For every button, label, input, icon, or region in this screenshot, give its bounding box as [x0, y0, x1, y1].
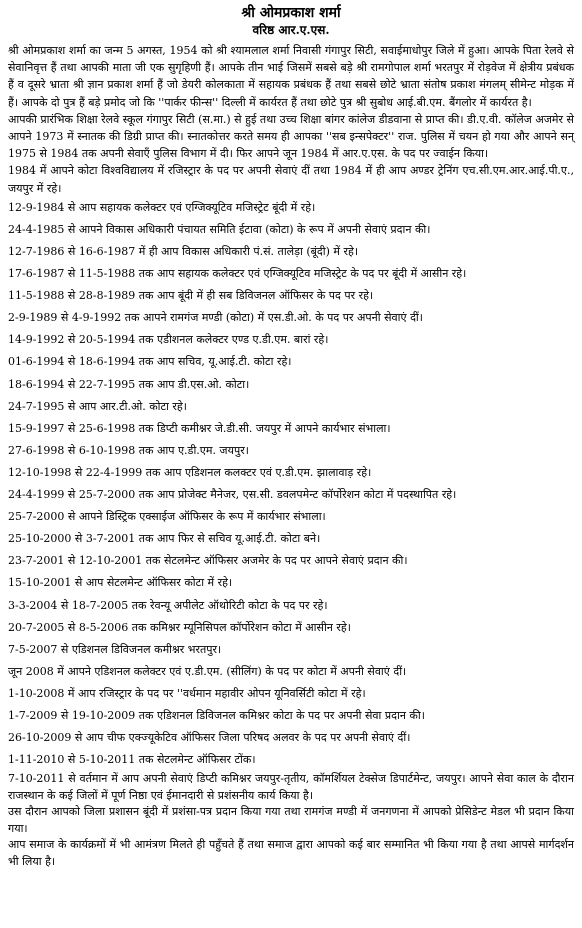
career-entry: 18-6-1994 से 22-7-1995 तक आप डी.एस.ओ. कोटा। — [8, 377, 250, 391]
intro-paragraph-education: आपकी प्रारंभिक शिक्षा रेलवे स्कूल गंगापुर सिटी (स.मा.) से हुई तथा उच्च शिक्षा बांगर कांलेज डीडवाना से प्राप्त की। डी.ए.वी. कॉलेज अजमेर से आपने 1973 में स्नातक की डिग्री प्राप्त की। स्नातकोत्तर करते समय ही आपका ''सब इन्सपेक्टर'' राज. पुलिस में चयन हो गया और आपने सन् 1975 से 1984 तक अपनी सेवाएँ पुलिस विभाग में दी। फिर आपने जून 1984 में आर.ए.एस. के पद पर ज्वाईन किया। — [8, 112, 574, 161]
document-title: श्री ओमप्रकाश शर्मा — [241, 5, 341, 21]
career-entry: 1-10-2008 में आप रजिस्ट्रार के पद पर ''वर्धमान महावीर ओपन यूनिवर्सिटी कोटा में रहे। — [8, 686, 366, 700]
career-entry: 24-4-1999 से 25-7-2000 तक आप प्रोजेक्ट मैनेजर, एस.सी. डवलपमेन्ट कॉर्पोरेशन कोटा में पदस्थापित रहे। — [8, 488, 457, 502]
career-entry: 25-7-2000 से आपने डिस्ट्रिक एक्साईज ऑफिसर के रूप में कार्यभार संभाला। — [8, 510, 326, 524]
intro-paragraph-registrar: 1984 में आपने कोटा विश्वविद्यालय में रजिस्ट्रार के पद पर अपनी सेवाएं दीं तथा 1984 में ही आप अण्डर ट्रेनिंग एच.सी.एम.आर.आई.पी.ए., जयपुर में रहे। — [8, 164, 574, 195]
career-entry: 20-7-2005 से 8-5-2006 तक कमिश्नर म्यूनिसिपल कॉर्पोरेशन कोटा में आसीन रहे। — [8, 620, 351, 634]
career-entry: 01-6-1994 से 18-6-1994 तक आप सचिव, यू.आई.टी. कोटा रहे। — [8, 355, 292, 369]
career-entry: 12-9-1984 से आप सहायक कलेक्टर एवं एग्जिक्यूटिव मजिस्ट्रेट बूंदी में रहे। — [8, 200, 316, 214]
career-entry: 14-9-1992 से 20-5-1994 तक एडीशनल कलेक्टर एण्ड ए.डी.एम. बारां रहे। — [8, 333, 329, 347]
career-entry: 24-4-1985 से आपने विकास अधिकारी पंचायत समिति ईटावा (कोटा) के रूप में अपनी सेवाएं प्रदान की। — [8, 222, 431, 236]
closing-paragraph-current-post: 7-10-2011 से वर्तमान में आप अपनी सेवाएं डिप्टी कमिश्नर जयपुर-तृतीय, कॉमर्शियल टेक्सेज डिपार्टमेन्ट, जयपुर। आपने सेवा काल के दौरान राजस्थान के कई जिलों में पूर्ण निष्ठा एवं ईमानदारी से प्रशंसनीय कार्य किया है। — [8, 772, 574, 802]
career-entry: 24-7-1995 से आप आर.टी.ओ. कोटा रहे। — [8, 399, 187, 413]
career-list — [8, 197, 574, 771]
document-subtitle: वरिष्ठ आर.ए.एस. — [252, 23, 330, 37]
career-entry: 2-9-1989 से 4-9-1992 तक आपने रामगंज मण्डी (कोटा) में एस.डी.ओ. के पद पर अपनी सेवाएं दीं। — [8, 311, 423, 325]
closing-section — [8, 771, 574, 870]
career-entry: 12-7-1986 से 16-6-1987 में ही आप विकास अधिकारी पं.सं. तालेड़ा (बूंदी) में रहे। — [8, 245, 358, 259]
career-entry: 25-10-2000 से 3-7-2001 तक आप फिर से सचिव यू.आई.टी. कोटा बने। — [8, 532, 321, 546]
career-entry: 3-3-2004 से 18-7-2005 तक रेवन्यू अपीलेट ऑथोरिटी कोटा के पद पर रहे। — [8, 598, 328, 612]
career-entry: 17-6-1987 से 11-5-1988 तक आप सहायक कलेक्टर एवं एग्जिक्यूटिव मजिस्ट्रेट के पद पर बूंदी में आसीन रहे। — [8, 267, 467, 281]
career-entry: 27-6-1998 से 6-10-1998 तक आप ए.डी.एम. जयपुर। — [8, 443, 249, 457]
career-entry: 12-10-1998 से 22-4-1999 तक आप एडिशनल कलक्टर एवं ए.डी.एम. झालावाड़ रहे। — [8, 465, 372, 479]
career-entry: 7-5-2007 से एडिशनल डिविजनल कमीश्नर भरतपुर। — [8, 642, 222, 656]
career-entry: 15-9-1997 से 25-6-1998 तक डिप्टी कमीश्नर जे.डी.सी. जयपुर में आपने कार्यभार संभाला। — [8, 421, 391, 435]
career-entry: जून 2008 में आपने एडिशनल कलेक्टर एवं ए.डी.एम. (सीलिंग) के पद पर कोटा में अपनी सेवाएं दीं। — [8, 664, 407, 678]
career-entry: 1-11-2010 से 5-10-2011 तक सेटलमेन्ट ऑफिसर टोंक। — [8, 753, 256, 767]
career-entry: 11-5-1988 से 28-8-1989 तक आप बूंदी में ही सब डिविजनल ऑफिसर के पद पर रहे। — [8, 289, 374, 303]
intro-section — [8, 42, 574, 197]
career-entry: 15-10-2001 से आप सेटलमेन्ट ऑफिसर कोटा में रहे। — [8, 576, 233, 590]
closing-paragraph-honours: उस दौरान आपको जिला प्रशासन बूंदी में प्रशंसा-पत्र प्रदान किया गया तथा रामगंज मण्डी में जनगणना में आपको प्रेसिडेन्ट मेडल भी प्रदान किया गया। — [8, 805, 574, 835]
closing-paragraph-community: आप समाज के कार्यक्रमों में भी आमंत्रण मिलते ही पहुँचते हैं तथा समाज द्वारा आपको कई बार सम्मानित भी किया गया है तथा आपसे मार्गदर्शन भी लिया है। — [8, 838, 574, 868]
career-entry: 23-7-2001 से 12-10-2001 तक सेटलमेन्ट ऑफिसर अजमेर के पद पर आपने सेवाएं प्रदान की। — [8, 554, 408, 568]
career-entry: 1-7-2009 से 19-10-2009 तक एडिशनल डिविजनल कमिश्नर कोटा के पद पर अपनी सेवा प्रदान की। — [8, 708, 425, 722]
intro-paragraph-family: श्री ओमप्रकाश शर्मा का जन्म 5 अगस्त, 1954 को श्री श्यामलाल शर्मा निवासी गंगापुर सिटी, सवाईमाधोपुर जिले में हुआ। आपके पिता रेलवे से सेवानिवृत्त हैं तथा आपकी माता जी एक सुगृहिणी हैं। आपके तीन भाई जिसमें सबसे बड़े श्री रामगोपाल शर्मा भरतपुर में रोड़वेज में क्षेत्रीय प्रबंधक हैं व दूसरे भ्राता श्री ज्ञान प्रकाश शर्मा हैं जो डेयरी कोलकाता में सहायक प्रबंधक हैं तथा सबसे छोटे भ्राता संतोष प्रकाश मंगलम् सीमेन्ट मोड़क में हैं। आपके दो पुत्र हैं बड़े प्रमोद जो कि ''पार्कर फीन्स'' दिल्ली में कार्यरत हैं तथा छोटे पुत्र श्री सुबोध आई.बी.एम. बैंगलोर में कार्यरत है। — [8, 44, 574, 109]
career-entry: 26-10-2009 से आप चीफ एक्ज्यूकेटिव ऑफिसर जिला परिषद अलवर के पद पर अपनी सेवाएं दीं। — [8, 731, 411, 745]
